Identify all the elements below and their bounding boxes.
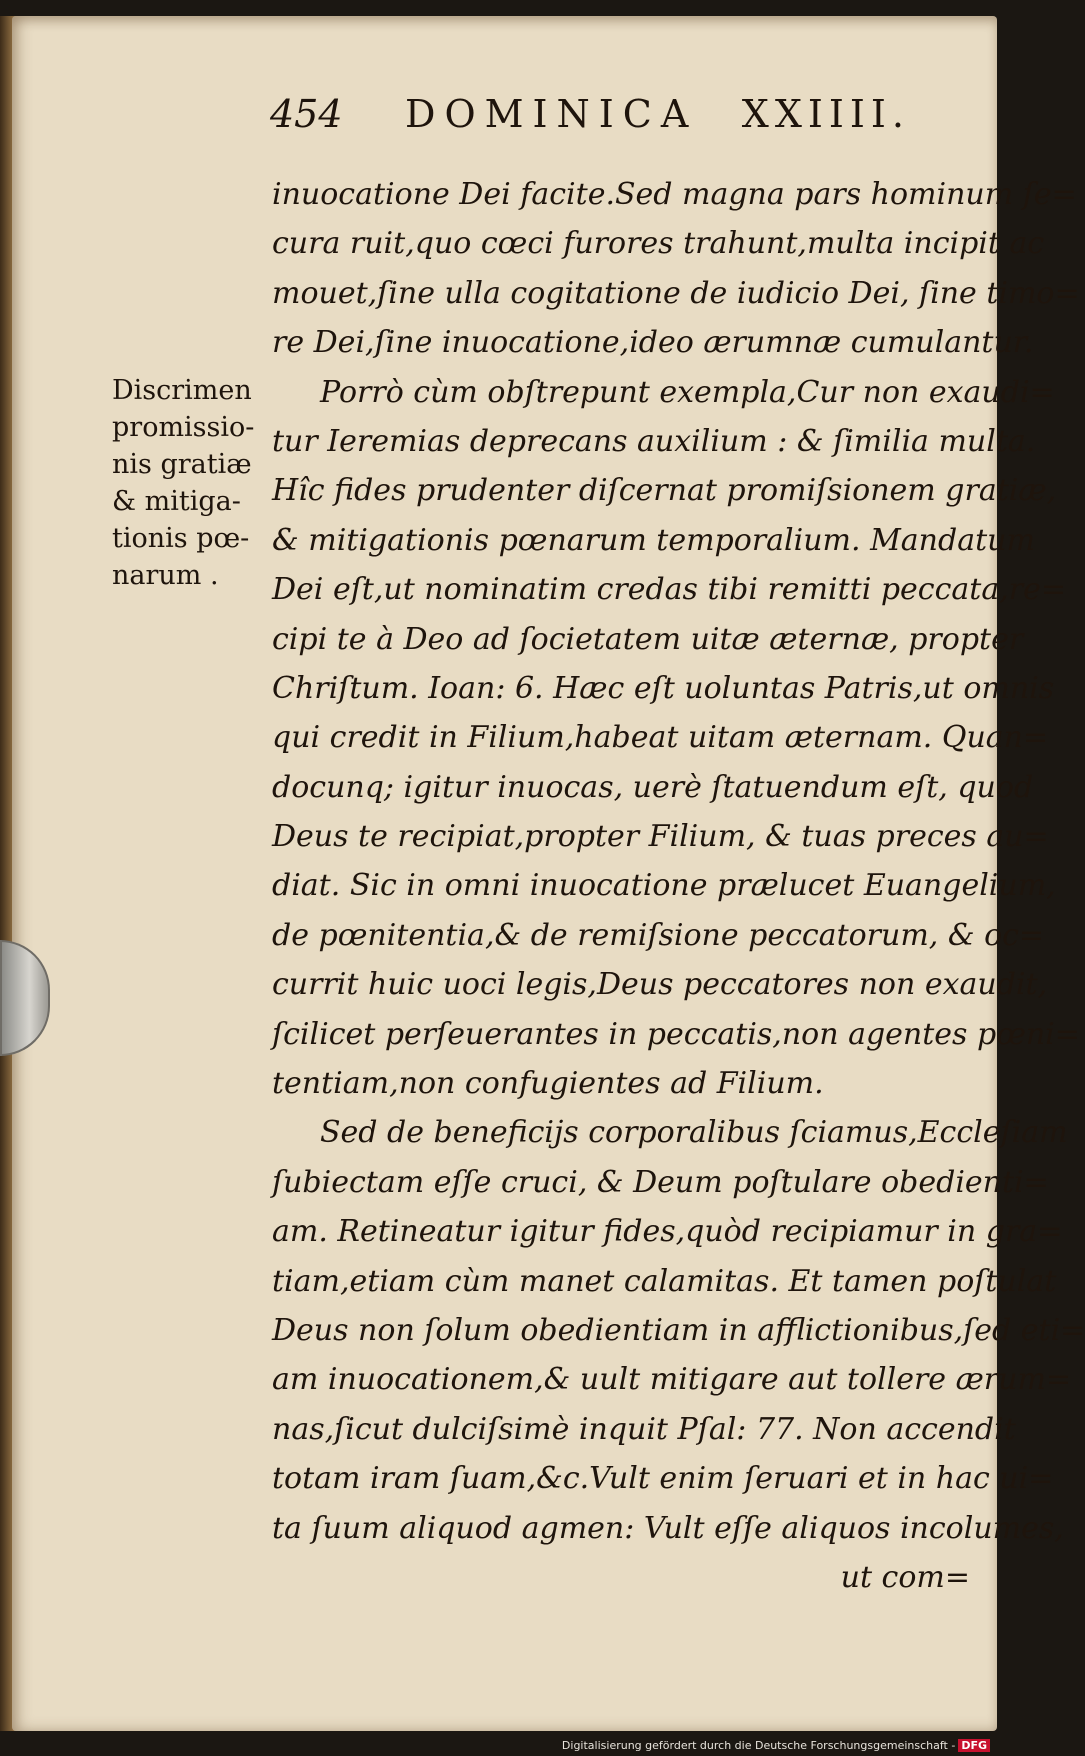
- marginal-note-line: & mitiga-: [112, 486, 241, 517]
- text-line: Deus non ſolum obedientiam in afflictionibus,ſed eti=: [272, 1312, 1085, 1348]
- text-line: diat. Sic in omni inuocatione prælucet Euangelium,: [272, 868, 1056, 904]
- marginal-note-line: Discrimen: [112, 375, 252, 406]
- text-line: tentiam,non confugientes ad Filium.: [272, 1066, 824, 1102]
- text-line: cipi te à Deo ad ſocietatem uitæ æternæ, propter: [272, 621, 1024, 657]
- text-line: docunq; igitur inuocas, uerè ſtatuendum eſt, quod: [272, 769, 1034, 805]
- credit-text: Digitalisierung gefördert durch die Deutsche Forschungsgemeinschaft -: [561, 1739, 956, 1752]
- text-line: Hîc fides prudenter diſcernat promiſsionem gratiæ,: [272, 473, 1057, 509]
- text-line: Sed de beneficijs corporalibus ſciamus,Eccleſiam: [320, 1115, 1068, 1151]
- text-line: ſcilicet perſeuerantes in peccatis,non agentes pœni=: [272, 1016, 1080, 1052]
- running-title: DOMINICA: [405, 92, 698, 136]
- text-line: de pœnitentia,& de remiſsione peccatorum, & oc=: [272, 917, 1045, 953]
- text-line: totam iram ſuam,&c.Vult enim ſeruari et in hac ui=: [272, 1461, 1054, 1497]
- running-title-number: XXIIII.: [741, 92, 910, 136]
- text-line: tiam,etiam cùm manet calamitas. Et tamen poſtulat: [272, 1263, 1057, 1299]
- text-line: Chriſtum. Ioan: 6. Hæc eſt uoluntas Patris,ut omnis: [272, 670, 1055, 706]
- marginal-note-line: narum .: [112, 560, 219, 591]
- text-line: currit huic uoci legis,Deus peccatores non exaudit,: [272, 967, 1048, 1003]
- text-line: am inuocationem,& uult mitigare aut tollere ærum=: [272, 1362, 1072, 1398]
- text-line: cura ruit,quo cœci furores trahunt,multa incipit ac: [272, 226, 1045, 262]
- marginal-note-line: promissio-: [112, 412, 255, 443]
- text-line: qui credit in Filium,habeat uitam æternam. Quan=: [272, 720, 1049, 756]
- running-header: [270, 92, 910, 152]
- dfg-logo: DFG: [958, 1739, 990, 1752]
- marginal-note: [112, 372, 272, 594]
- marginal-note-line: nis gratiæ: [112, 449, 252, 480]
- text-line: & mitigationis pœnarum temporalium. Mandatum: [272, 522, 1035, 558]
- text-line: re Dei,ſine inuocatione,ideo ærumnæ cumulantur.: [272, 325, 1034, 361]
- text-line: mouet,ſine ulla cogitatione de iudicio Dei, ſine timo=: [272, 275, 1080, 311]
- text-line: Porrò cùm obſtrepunt exempla,Cur non exaudi=: [320, 374, 1055, 410]
- text-line: tur Ieremias deprecans auxilium : & ſimilia multa.: [272, 423, 1036, 459]
- body-text: [272, 170, 1085, 1602]
- text-line: inuocatione Dei facite.Sed magna pars hominum ſe=: [272, 177, 1077, 212]
- text-line: Deus te recipiat,propter Filium, & tuas preces au=: [272, 819, 1049, 855]
- text-line: ta ſuum aliquod agmen: Vult eſſe aliquos incolumes,: [272, 1510, 1064, 1546]
- catchword: ut com=: [840, 1559, 970, 1595]
- text-line: nas,ſicut dulciſsimè inquit Pſal: 77. Non accendit: [272, 1411, 1016, 1447]
- text-line: Dei eſt,ut nominatim credas tibi remitti peccata,re=: [272, 572, 1067, 608]
- text-line: ſubiectam eſſe cruci, & Deum poſtulare obedienti=: [272, 1164, 1049, 1200]
- page-number: 454: [270, 92, 343, 136]
- marginal-note-line: tionis pœ-: [112, 523, 250, 554]
- text-line: am. Retineatur igitur fides,quòd recipiamur in gra=: [272, 1214, 1063, 1250]
- digitization-credit: [562, 1739, 990, 1752]
